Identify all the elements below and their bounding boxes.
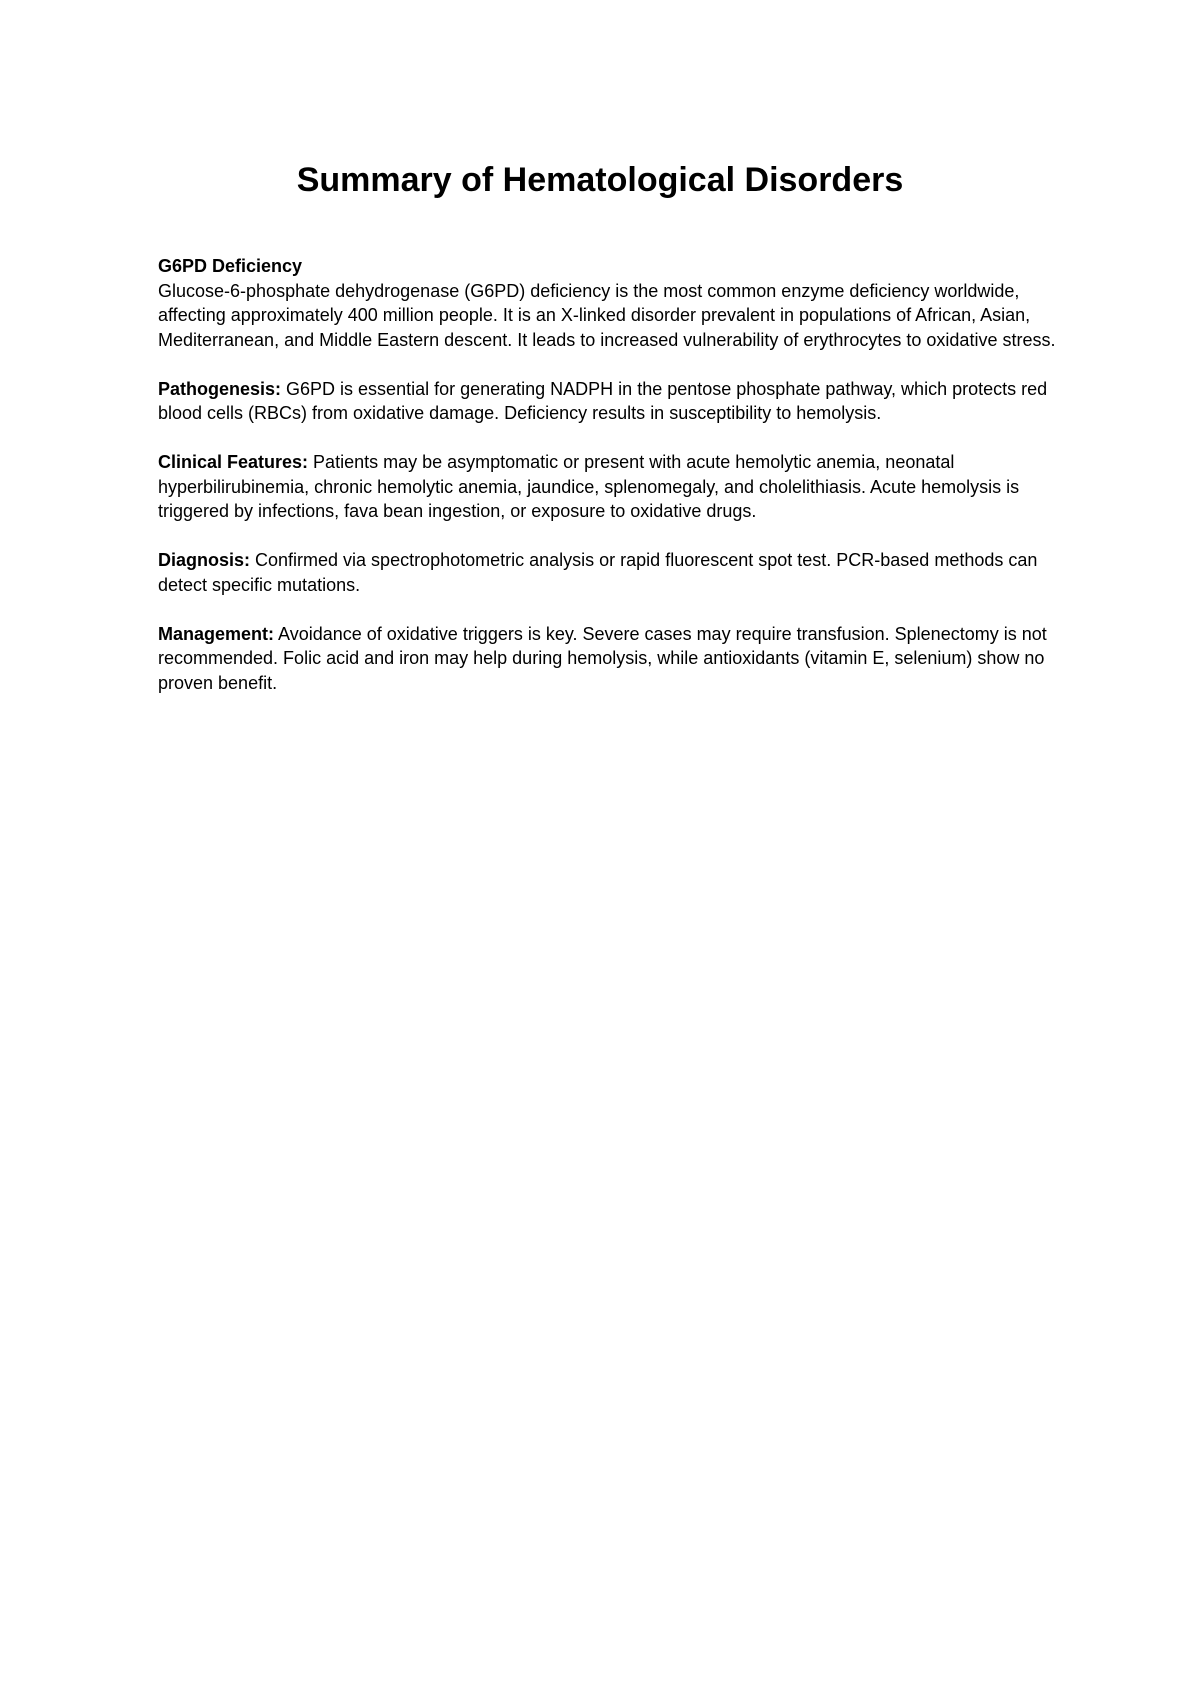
document-title: Summary of Hematological Disorders: [296, 161, 904, 199]
clinical-features-text: Patients may be asymptomatic or present with acute hemolytic anemia, neonatal hyperbilirubinemia, chronic hemolytic anemia, jaundice, splenomegaly, and cholelithiasis. Acute hemolysis is triggered by infections, fava bean ingestion, or exposure to oxidative drugs.: [158, 452, 1020, 521]
document-body: [158, 254, 1058, 720]
clinical-features-paragraph: [158, 450, 1058, 524]
clinical-features-label: Clinical Features:: [158, 452, 309, 472]
diagnosis-paragraph: [158, 548, 1058, 597]
intro-paragraph: Glucose-6-phosphate dehydrogenase (G6PD) deficiency is the most common enzyme deficiency worldwide, affecting approximately 400 million people. It is an X-linked disorder prevalent in populations of African, Asian, Mediterranean, and Middle Eastern descent. It leads to increased vulnerability of erythrocytes to oxidative stress.: [158, 280, 1056, 350]
diagnosis-text: Confirmed via spectrophotometric analysis or rapid fluorescent spot test. PCR-based methods can detect specific mutations.: [158, 550, 1038, 595]
management-paragraph: [158, 622, 1058, 696]
management-text: Avoidance of oxidative triggers is key. Severe cases may require transfusion. Splenectomy is not recommended. Folic acid and iron may help during hemolysis, while antioxidants (vitamin E, selenium) show no proven benefit.: [158, 623, 1047, 693]
pathogenesis-label: Pathogenesis:: [158, 378, 282, 399]
management-label: Management:: [158, 623, 275, 644]
pathogenesis-text: G6PD is essential for generating NADPH in the pentose phosphate pathway, which protects red blood cells (RBCs) from oxidative damage. Deficiency results in susceptibility to hemolysis.: [158, 378, 1048, 423]
pathogenesis-paragraph: [158, 377, 1058, 426]
diagnosis-label: Diagnosis:: [158, 550, 251, 570]
section-heading: G6PD Deficiency: [158, 256, 303, 276]
